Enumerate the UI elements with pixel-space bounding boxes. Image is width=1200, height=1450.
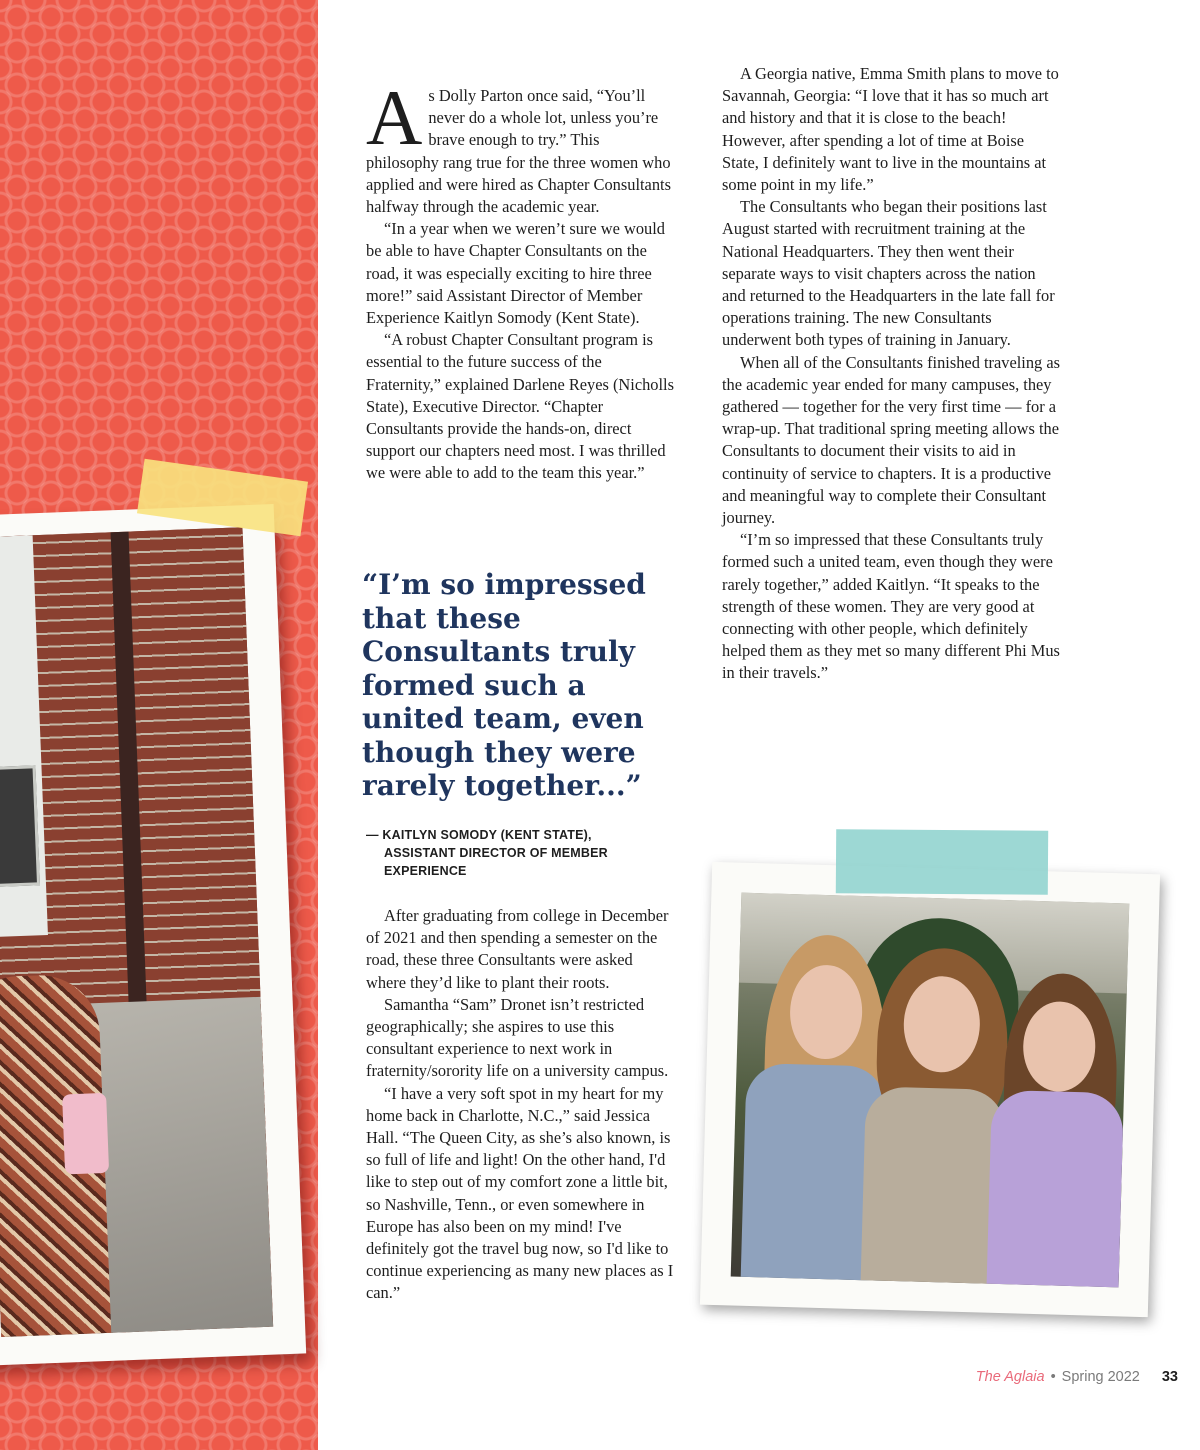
group-photo	[731, 893, 1130, 1288]
article-paragraph: Samantha “Sam” Dronet isn’t restricted geographically; she aspires to use this consultant experience to next work in fraternity/sorority life on a university campus.	[366, 994, 669, 1081]
issue-label: Spring 2022	[1061, 1369, 1140, 1385]
left-photo-frame	[0, 504, 306, 1366]
article-column-2	[722, 63, 1062, 685]
page-number: 33	[1161, 1369, 1178, 1385]
article-paragraph: The Consultants who began their positions last August started with recruitment training at the National Headquarters. They then went their separate ways to visit chapters across the nation and returned to the Headquarters in the late fall for operations training. The new Consultants underwent both types of training in January.	[722, 197, 1055, 350]
article-column-1	[366, 74, 676, 485]
article-paragraph: A Georgia native, Emma Smith plans to move to Savannah, Georgia: “I love that it has so much art and history and that it is close to the beach! However, after spending a lot of time at Boise State, I definitely want to live in the mountains at some point in my life.”	[722, 64, 1059, 195]
article-column-1-continued	[366, 905, 676, 1305]
magazine-name: The Aglaia	[975, 1369, 1045, 1385]
drop-cap: A	[366, 74, 423, 161]
article-paragraph: “A robust Chapter Consultant program is essential to the future success of the Fraternity,” explained Darlene Reyes (Nicholls State), Executive Director. “Chapter Consultants provide the hands-on, direct support our chapters need most. I was thrilled we were able to add to the team this year.”	[366, 330, 674, 483]
person-3-sweater	[986, 1090, 1124, 1288]
pull-quote-attribution	[366, 826, 666, 880]
teal-tape	[836, 829, 1048, 894]
photo-door-window	[0, 765, 40, 887]
intro-paragraph	[366, 74, 676, 218]
page-footer	[976, 1369, 1178, 1385]
pull-quote: “I’m so impressed that these Consultants truly formed such a united team, even though they were rarely together...”	[362, 568, 646, 802]
attribution-line-1: — KAITLYN SOMODY (KENT STATE),	[366, 828, 592, 842]
person-2-cardigan	[860, 1086, 1006, 1287]
intro-text: s Dolly Parton once said, “You’ll never do a whole lot, unless you’re brave enough to try.” This philosophy rang true for the three women who applied and were hired as Chapter Consultants halfway through the academic year.	[366, 86, 671, 217]
article-paragraph: When all of the Consultants finished traveling as the academic year ended for many campuses, they gathered — together for the very first time — for a wrap-up. That traditional spring meeting allows the Consultants to document their visits to aid in continuity of service to chapters. It is a productive and meaningful way to complete their Consultant journey.	[722, 352, 1061, 528]
right-photo-frame	[700, 862, 1160, 1317]
photo-bag	[62, 1093, 109, 1175]
article-paragraph: After graduating from college in December of 2021 and then spending a semester on the road, these three Consultants were asked where they’d like to plant their roots.	[366, 906, 669, 992]
article-paragraph: “I have a very soft spot in my heart for my home back in Charlotte, N.C.,” said Jessica Hall. “The Queen City, as she’s also known, is so full of life and light! On the other hand, I'd like to step out of my comfort zone a little bit, so Nashville, Tenn., or even somewhere in Europe has also been on my mind! I've definitely got the travel bug now, so I'd like to continue experiencing as many new places as I can.”	[366, 1083, 674, 1303]
footer-separator: •	[1050, 1369, 1056, 1385]
left-photo	[0, 527, 273, 1337]
attribution-line-2: ASSISTANT DIRECTOR OF MEMBER EXPERIENCE	[384, 846, 608, 878]
article-paragraph: “I’m so impressed that these Consultants truly formed such a united team, even though they were rarely together,” added Kaitlyn. “It speaks to the strength of these women. They are very good at connecting with other people, which definitely helped them as they met so many different Phi Mus in their travels.”	[722, 530, 1060, 683]
article-paragraph: “In a year when we weren’t sure we would be able to have Chapter Consultants on the road, it was especially exciting to hire three more!” said Assistant Director of Member Experience Kaitlyn Somody (Kent State).	[366, 219, 665, 328]
